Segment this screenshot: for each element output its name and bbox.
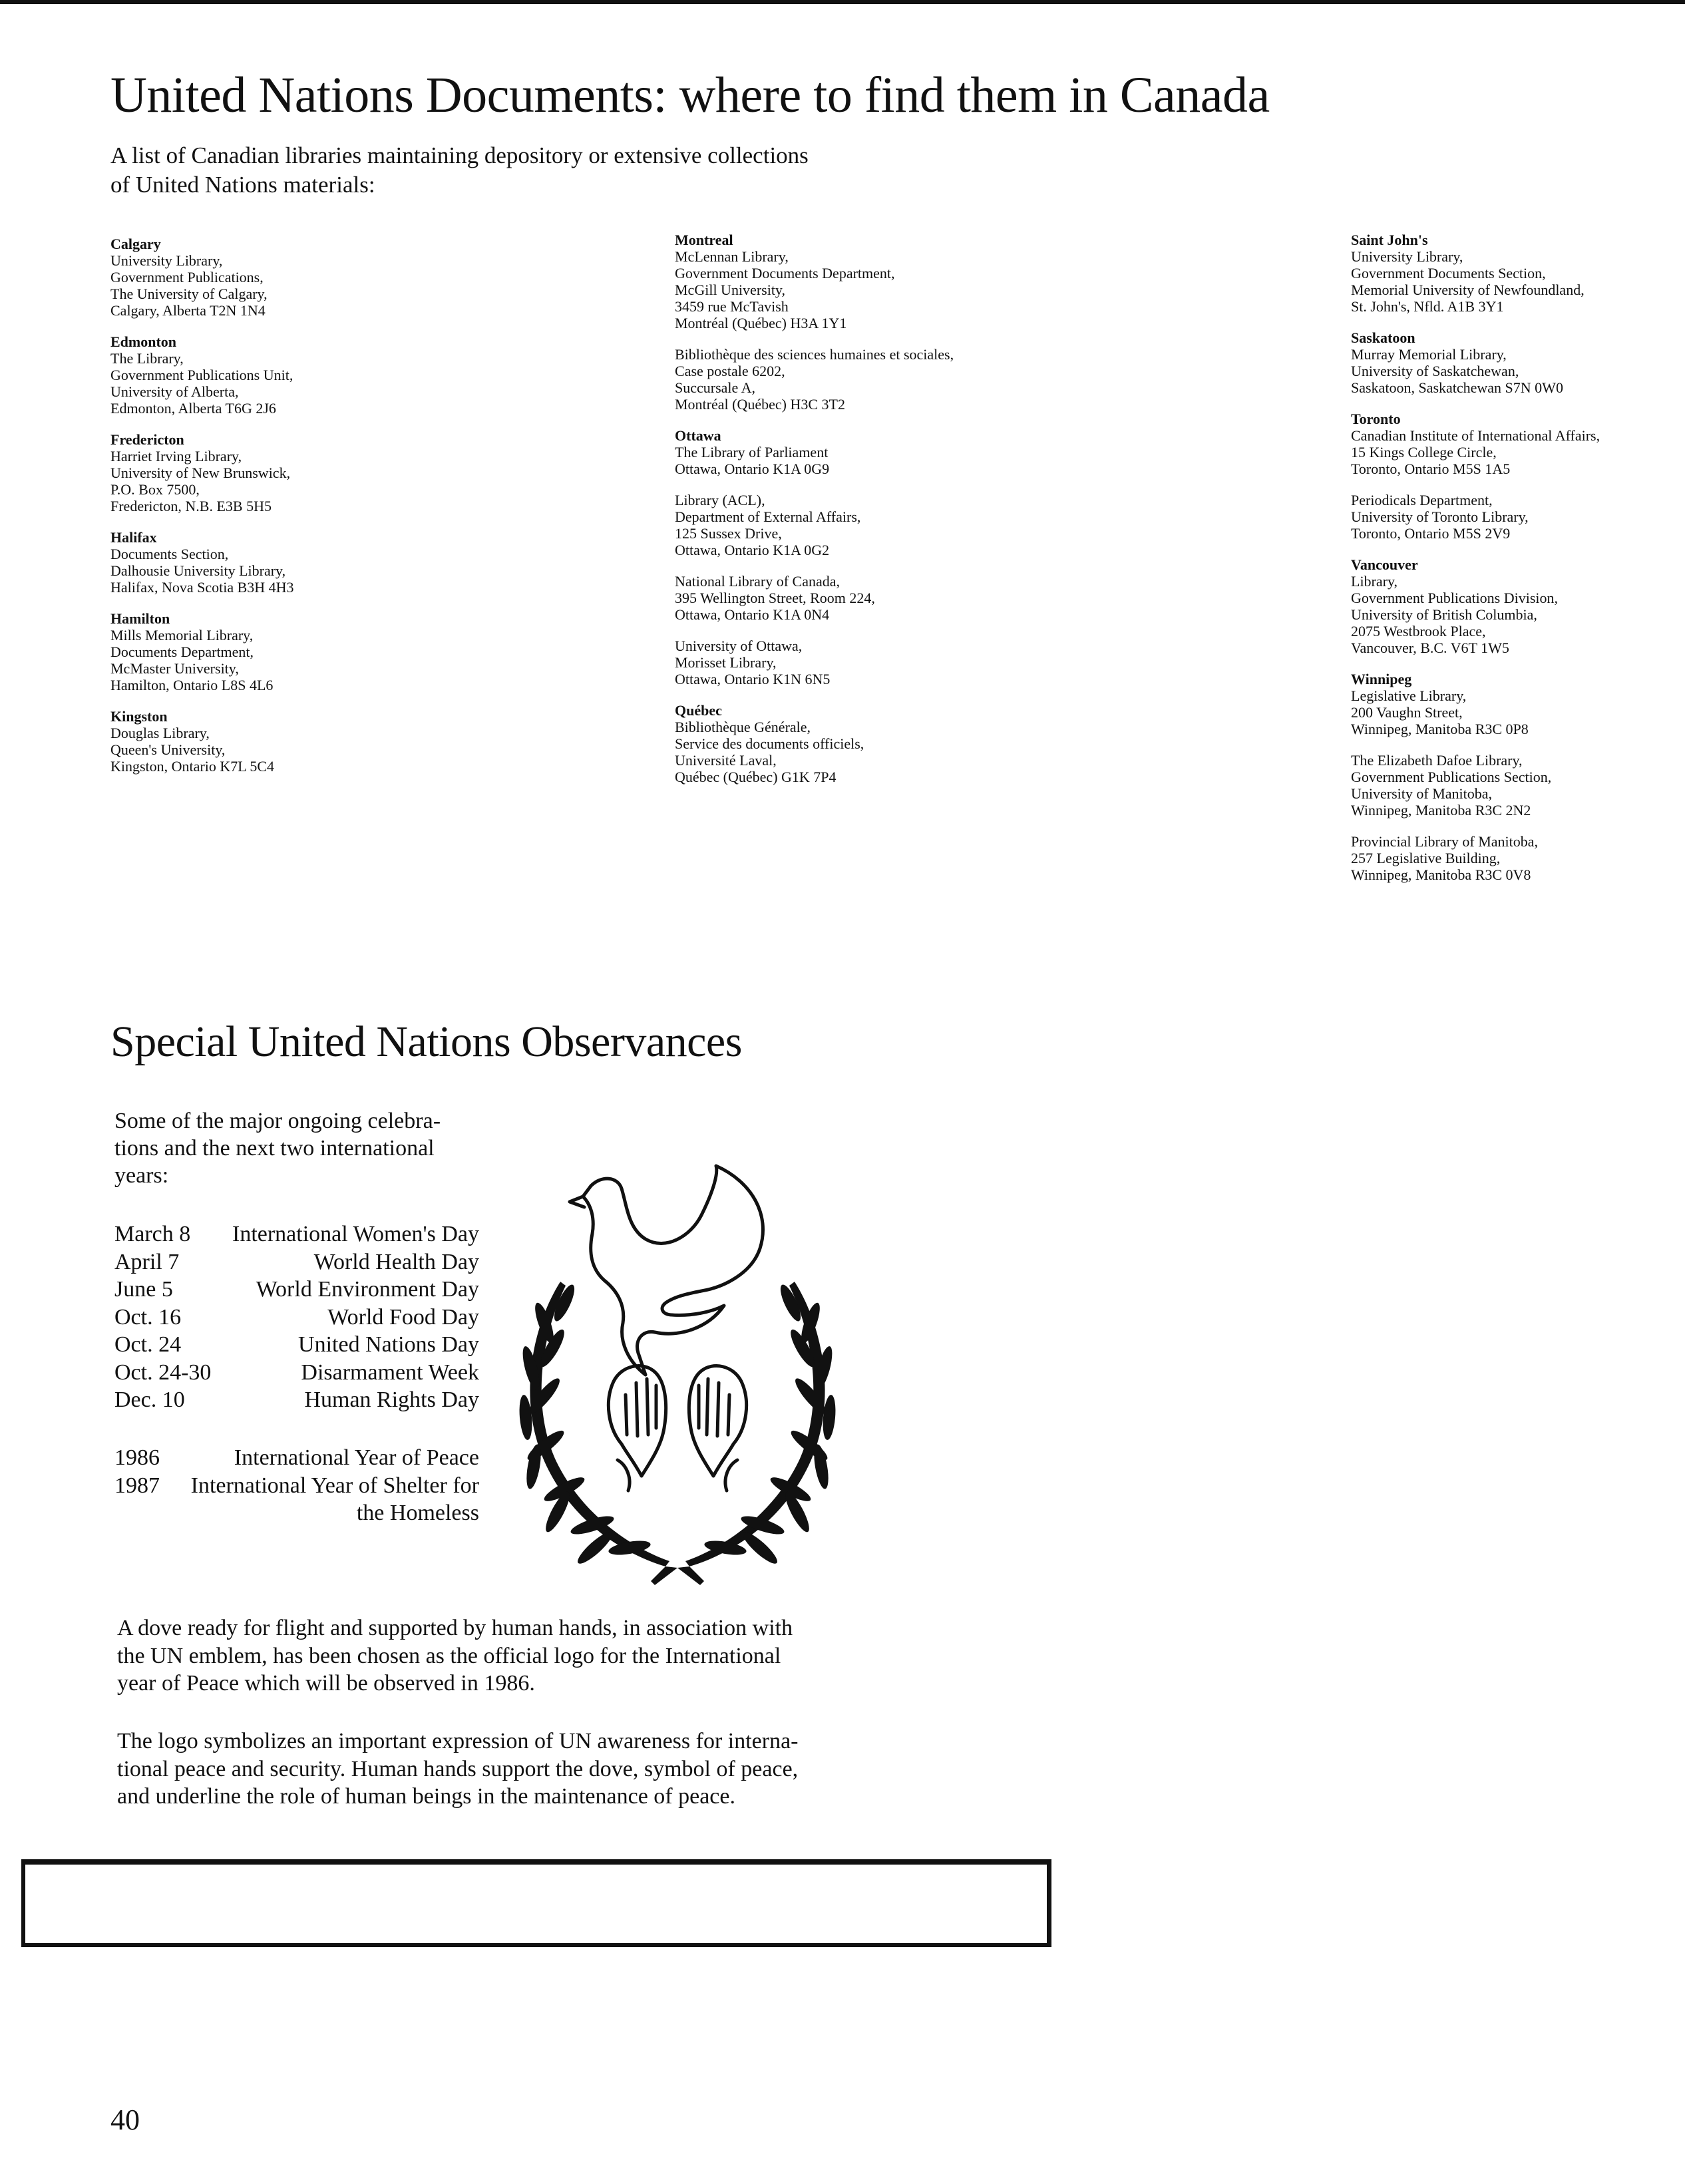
observance-date: Dec. 10 bbox=[114, 1387, 185, 1412]
address-line: Murray Memorial Library, bbox=[1351, 346, 1507, 363]
observance-name: World Environment Day bbox=[256, 1277, 479, 1302]
dove-icon bbox=[583, 1166, 763, 1375]
address-line: 3459 rue McTavish bbox=[675, 298, 789, 315]
library-entry bbox=[1351, 752, 1677, 819]
city-name: Ottawa bbox=[675, 427, 721, 444]
address-line: Hamilton, Ontario L8S 4L6 bbox=[110, 677, 274, 693]
address-line: Bibliothèque Générale, bbox=[675, 719, 811, 735]
library-entry bbox=[675, 573, 1101, 623]
address-line: Provincial Library of Manitoba, bbox=[1351, 833, 1539, 850]
observance-date: Oct. 16 bbox=[114, 1304, 182, 1330]
address-line: Douglas Library, bbox=[110, 725, 210, 741]
city-name: Halifax bbox=[110, 529, 157, 546]
address-line: 257 Legislative Building, bbox=[1351, 850, 1501, 866]
city-name: Saskatoon bbox=[1351, 329, 1415, 346]
address-line: Mills Memorial Library, bbox=[110, 627, 254, 643]
library-entry bbox=[110, 529, 510, 596]
address-line: 2075 Westbrook Place, bbox=[1351, 623, 1486, 639]
observance-row bbox=[114, 1331, 479, 1359]
city-name: Saint John's bbox=[1351, 232, 1428, 248]
address-line: Periodicals Department, bbox=[1351, 492, 1493, 508]
city-name: Kingston bbox=[110, 708, 168, 725]
address-line: University of Toronto Library, bbox=[1351, 508, 1529, 525]
library-entry bbox=[110, 333, 510, 417]
address-line: University of New Brunswick, bbox=[110, 464, 291, 481]
city-name: Vancouver bbox=[1351, 556, 1418, 573]
paragraph-line: and underline the role of human beings in the maintenance of peace. bbox=[117, 1784, 735, 1809]
library-entry bbox=[110, 708, 510, 775]
observance-date: June 5 bbox=[114, 1277, 173, 1302]
address-line: Winnipeg, Manitoba R3C 0P8 bbox=[1351, 721, 1529, 737]
address-line: Memorial University of Newfoundland, bbox=[1351, 281, 1585, 298]
library-entry bbox=[675, 702, 1101, 785]
address-line: Calgary, Alberta T2N 1N4 bbox=[110, 302, 266, 319]
observance-days-list bbox=[114, 1220, 479, 1414]
address-line: Documents Department, bbox=[110, 643, 254, 660]
observance-name: World Health Day bbox=[313, 1249, 479, 1274]
intro-line: A list of Canadian libraries maintaining depository or extensive collections bbox=[110, 142, 809, 168]
address-line: The University of Calgary, bbox=[110, 285, 268, 302]
observance-name: International Women's Day bbox=[232, 1222, 479, 1246]
address-line: The Elizabeth Dafoe Library, bbox=[1351, 752, 1523, 769]
address-line: Queen's University, bbox=[110, 741, 226, 758]
observance-row bbox=[114, 1386, 479, 1414]
observances-title: Special United Nations Observances bbox=[110, 1017, 742, 1066]
library-entry bbox=[675, 427, 1101, 477]
observance-name: Human Rights Day bbox=[304, 1387, 479, 1412]
library-entry bbox=[675, 346, 1101, 413]
observances-intro-line: tions and the next two international bbox=[114, 1136, 435, 1161]
library-entry bbox=[1351, 232, 1677, 315]
city-name: Montreal bbox=[675, 232, 733, 248]
address-line: Service des documents officiels, bbox=[675, 735, 864, 752]
paragraph-line: The logo symbolizes an important expression of UN awareness for interna- bbox=[117, 1729, 799, 1753]
address-line: Government Documents Section, bbox=[1351, 265, 1546, 281]
year-name: International Year of Peace bbox=[234, 1445, 479, 1470]
international-year-row bbox=[114, 1472, 479, 1500]
library-entry bbox=[1351, 556, 1677, 656]
city-name: Hamilton bbox=[110, 610, 170, 627]
address-line: Department of External Affairs, bbox=[675, 508, 861, 525]
address-line: Documents Section, bbox=[110, 546, 229, 562]
library-column-1 bbox=[110, 236, 510, 789]
address-line: Library, bbox=[1351, 573, 1398, 590]
library-entry bbox=[1351, 492, 1677, 542]
address-line: University Library, bbox=[1351, 248, 1463, 265]
address-line: University Library, bbox=[110, 252, 223, 269]
address-line: 125 Sussex Drive, bbox=[675, 525, 782, 542]
library-column-2 bbox=[675, 232, 1101, 800]
observance-name: Disarmament Week bbox=[301, 1360, 479, 1385]
address-line: Québec (Québec) G1K 7P4 bbox=[675, 769, 837, 785]
address-line: Dalhousie University Library, bbox=[110, 562, 286, 579]
year-number: 1987 bbox=[114, 1473, 160, 1498]
city-name: Calgary bbox=[110, 236, 161, 252]
address-line: The Library, bbox=[110, 350, 184, 367]
library-entry bbox=[110, 431, 510, 514]
observance-name: World Food Day bbox=[327, 1304, 479, 1330]
observance-row bbox=[114, 1359, 479, 1387]
library-entry bbox=[1351, 411, 1677, 477]
observance-row bbox=[114, 1220, 479, 1248]
address-line: Case postale 6202, bbox=[675, 363, 785, 379]
address-line: Library (ACL), bbox=[675, 492, 765, 508]
year-name-continuation: the Homeless bbox=[356, 1501, 479, 1525]
observance-date: April 7 bbox=[114, 1249, 180, 1274]
observance-name: United Nations Day bbox=[298, 1332, 479, 1357]
address-line: Succursale A, bbox=[675, 379, 755, 396]
city-name: Fredericton bbox=[110, 431, 184, 448]
address-line: Edmonton, Alberta T6G 2J6 bbox=[110, 400, 276, 417]
address-line: Bibliothèque des sciences humaines et sociales, bbox=[675, 346, 954, 363]
observance-row bbox=[114, 1248, 479, 1276]
address-line: 15 Kings College Circle, bbox=[1351, 444, 1497, 460]
international-years-list bbox=[114, 1444, 479, 1527]
address-line: Government Publications Unit, bbox=[110, 367, 293, 383]
observances-intro-line: years: bbox=[114, 1163, 169, 1188]
international-year-row bbox=[114, 1444, 479, 1472]
paragraph-line: the UN emblem, has been chosen as the official logo for the International bbox=[117, 1643, 781, 1668]
address-line: Government Documents Department, bbox=[675, 265, 895, 281]
address-line: Harriet Irving Library, bbox=[110, 448, 242, 464]
library-entry bbox=[675, 492, 1101, 558]
library-entry bbox=[675, 637, 1101, 687]
library-entry bbox=[110, 236, 510, 319]
address-line: Government Publications Division, bbox=[1351, 590, 1559, 606]
observances-intro-line: Some of the major ongoing celebra- bbox=[114, 1109, 441, 1133]
observance-date: Oct. 24 bbox=[114, 1332, 182, 1357]
address-line: Legislative Library, bbox=[1351, 687, 1467, 704]
address-line: Fredericton, N.B. E3B 5H5 bbox=[110, 498, 272, 514]
observances-intro bbox=[114, 1107, 487, 1189]
address-line: National Library of Canada, bbox=[675, 573, 841, 590]
laurel-wreath-icon bbox=[530, 1282, 825, 1585]
address-line: St. John's, Nfld. A1B 3Y1 bbox=[1351, 298, 1504, 315]
observance-row bbox=[114, 1276, 479, 1304]
empty-bordered-box bbox=[21, 1859, 1051, 1947]
address-line: Government Publications, bbox=[110, 269, 264, 285]
intro-text bbox=[110, 141, 809, 200]
address-line: Ottawa, Ontario K1A 0G2 bbox=[675, 542, 830, 558]
library-column-3 bbox=[1351, 232, 1677, 898]
address-line: P.O. Box 7500, bbox=[110, 481, 200, 498]
logo-description-paragraph bbox=[117, 1614, 889, 1698]
city-name: Québec bbox=[675, 702, 722, 719]
paragraph-line: year of Peace which will be observed in 1986. bbox=[117, 1671, 535, 1696]
address-line: Montréal (Québec) H3A 1Y1 bbox=[675, 315, 847, 331]
address-line: Morisset Library, bbox=[675, 654, 777, 671]
address-line: Université Laval, bbox=[675, 752, 777, 769]
address-line: McMaster University, bbox=[110, 660, 239, 677]
address-line: University of British Columbia, bbox=[1351, 606, 1537, 623]
address-line: Ottawa, Ontario K1N 6N5 bbox=[675, 671, 831, 687]
city-name: Edmonton bbox=[110, 333, 177, 350]
address-line: Kingston, Ontario K7L 5C4 bbox=[110, 758, 275, 775]
address-line: University of Saskatchewan, bbox=[1351, 363, 1519, 379]
library-entry bbox=[675, 232, 1101, 331]
logo-symbolism-paragraph bbox=[117, 1728, 889, 1811]
address-line: The Library of Parliament bbox=[675, 444, 829, 460]
address-line: 200 Vaughn Street, bbox=[1351, 704, 1463, 721]
address-line: Toronto, Ontario M5S 2V9 bbox=[1351, 525, 1511, 542]
address-line: McGill University, bbox=[675, 281, 785, 298]
address-line: Montréal (Québec) H3C 3T2 bbox=[675, 396, 845, 413]
address-line: Vancouver, B.C. V6T 1W5 bbox=[1351, 639, 1509, 656]
library-entry bbox=[1351, 671, 1677, 737]
address-line: Winnipeg, Manitoba R3C 0V8 bbox=[1351, 866, 1531, 883]
address-line: Saskatoon, Saskatchewan S7N 0W0 bbox=[1351, 379, 1563, 396]
page-title: United Nations Documents: where to find them in Canada bbox=[110, 67, 1270, 123]
paragraph-line: tional peace and security. Human hands support the dove, symbol of peace, bbox=[117, 1756, 799, 1781]
library-entry bbox=[1351, 833, 1677, 883]
observance-date: Oct. 24-30 bbox=[114, 1360, 212, 1385]
city-name: Winnipeg bbox=[1351, 671, 1412, 687]
dove-hands-logo bbox=[491, 1149, 864, 1588]
intro-line: of United Nations materials: bbox=[110, 172, 375, 198]
address-line: McLennan Library, bbox=[675, 248, 789, 265]
observance-row bbox=[114, 1304, 479, 1332]
address-line: University of Manitoba, bbox=[1351, 785, 1493, 802]
address-line: Ottawa, Ontario K1A 0N4 bbox=[675, 606, 830, 623]
year-name: International Year of Shelter for bbox=[190, 1473, 479, 1498]
address-line: University of Alberta, bbox=[110, 383, 239, 400]
top-rule bbox=[0, 0, 1685, 4]
library-entry bbox=[110, 610, 510, 693]
address-line: Winnipeg, Manitoba R3C 2N2 bbox=[1351, 802, 1531, 819]
address-line: Ottawa, Ontario K1A 0G9 bbox=[675, 460, 830, 477]
page-number: 40 bbox=[110, 2103, 140, 2136]
year-number: 1986 bbox=[114, 1445, 160, 1470]
paragraph-line: A dove ready for flight and supported by human hands, in association with bbox=[117, 1616, 793, 1640]
address-line: Government Publications Section, bbox=[1351, 769, 1552, 785]
address-line: Halifax, Nova Scotia B3H 4H3 bbox=[110, 579, 294, 596]
city-name: Toronto bbox=[1351, 411, 1401, 427]
address-line: Toronto, Ontario M5S 1A5 bbox=[1351, 460, 1511, 477]
address-line: Canadian Institute of International Affairs, bbox=[1351, 427, 1600, 444]
library-entry bbox=[1351, 329, 1677, 396]
address-line: 395 Wellington Street, Room 224, bbox=[675, 590, 875, 606]
address-line: University of Ottawa, bbox=[675, 637, 803, 654]
observance-date: March 8 bbox=[114, 1222, 191, 1246]
